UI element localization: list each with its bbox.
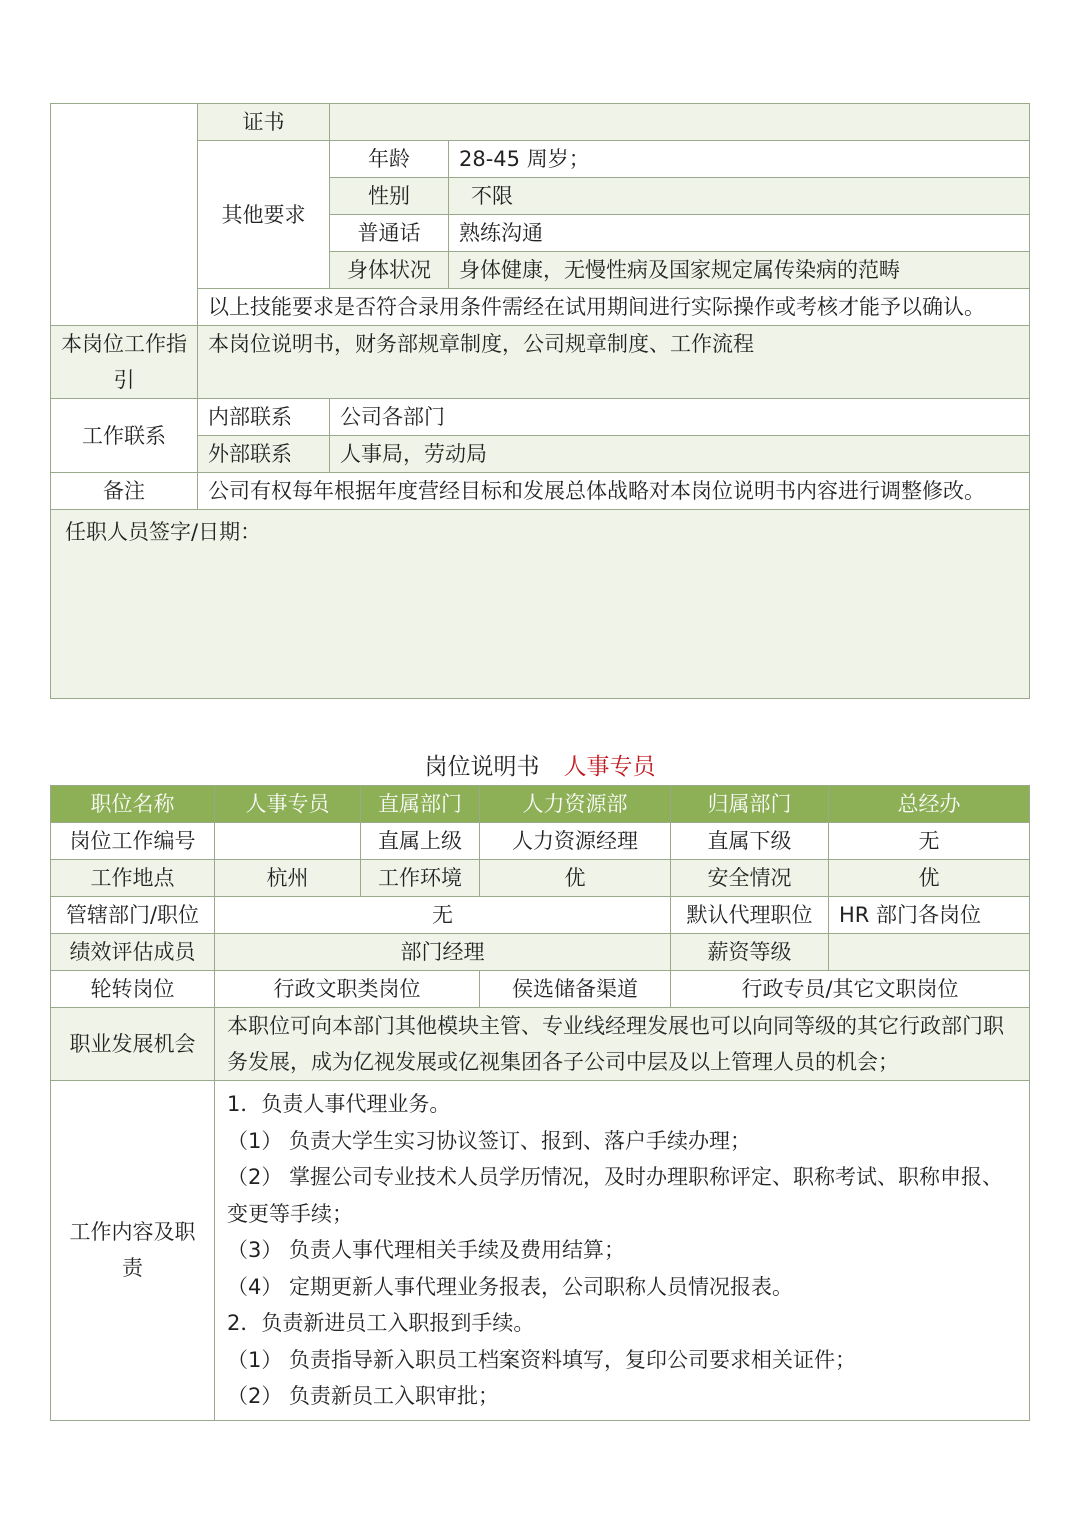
duty-item: 2．负责新进员工入职报到手续。: [227, 1311, 535, 1335]
location-value: 杭州: [215, 860, 361, 897]
rotation-value: 行政文职类岗位: [215, 971, 480, 1008]
mandarin-value: 熟练沟通: [449, 215, 1030, 252]
safety-label: 安全情况: [671, 860, 829, 897]
reserve-value: 行政专员/其它文职岗位: [671, 971, 1030, 1008]
rotation-label: 轮转岗位: [51, 971, 215, 1008]
mandarin-label: 普通话: [330, 215, 449, 252]
manage-label: 管辖部门/职位: [51, 897, 215, 934]
perf-label: 绩效评估成员: [51, 934, 215, 971]
header-position-value: 人事专员: [215, 786, 361, 823]
skill-note: 以上技能要求是否符合录用条件需经在试用期间进行实际操作或考核才能予以确认。: [198, 289, 1030, 326]
requirements-table: [50, 103, 1030, 699]
cert-label: 证书: [198, 104, 330, 141]
gender-label: 性别: [330, 178, 449, 215]
duty-item: （2） 掌握公司专业技术人员学历情况，及时办理职称评定、职称考试、职称申报、变更等手续；: [227, 1165, 1004, 1226]
health-value: 身体健康，无慢性病及国家规定属传染病的范畴: [449, 252, 1030, 289]
signature-box: 任职人员签字/日期：: [51, 510, 1030, 699]
subordinate-value: 无: [829, 823, 1030, 860]
code-label: 岗位工作编号: [51, 823, 215, 860]
age-label: 年龄: [330, 141, 449, 178]
duty-item: （2） 负责新员工入职审批；: [227, 1384, 500, 1408]
internal-label: 内部联系: [198, 399, 330, 436]
salary-label: 薪资等级: [671, 934, 829, 971]
environment-label: 工作环境: [361, 860, 480, 897]
perf-value: 部门经理: [215, 934, 671, 971]
salary-value: [829, 934, 1030, 971]
duty-item: （3） 负责人事代理相关手续及费用结算；: [227, 1238, 626, 1262]
header-position-label: 职位名称: [51, 786, 215, 823]
external-label: 外部联系: [198, 436, 330, 473]
duty-item: （4） 定期更新人事代理业务报表，公司职称人员情况报表。: [227, 1274, 794, 1299]
reserve-label: 侯选储备渠道: [480, 971, 671, 1008]
location-label: 工作地点: [51, 860, 215, 897]
job-description-table: [50, 785, 1030, 1421]
superior-value: 人力资源经理: [480, 823, 671, 860]
proxy-label: 默认代理职位: [671, 897, 829, 934]
duty-item: （1） 负责指导新入职员工档案资料填写，复印公司要求相关证件；: [227, 1347, 857, 1372]
duty-item: 1．负责人事代理业务。: [227, 1092, 451, 1116]
internal-value: 公司各部门: [330, 399, 1030, 436]
header-dept-value: 人力资源部: [480, 786, 671, 823]
duty-item: （1） 负责大学生实习协议签订、报到、落户手续办理；: [227, 1128, 752, 1153]
duty-label: 工作内容及职责: [51, 1081, 215, 1421]
guide-label: 本岗位工作指引: [51, 326, 198, 399]
manage-value: 无: [215, 897, 671, 934]
safety-value: 优: [829, 860, 1030, 897]
other-req-label: 其他要求: [198, 141, 330, 289]
header-owner-label: 归属部门: [671, 786, 829, 823]
doc-title-main: 岗位说明书: [424, 754, 540, 780]
external-value: 人事局，劳动局: [330, 436, 1030, 473]
age-value: 28-45 周岁；: [449, 141, 1030, 178]
contact-label: 工作联系: [51, 399, 198, 473]
header-dept-label: 直属部门: [361, 786, 480, 823]
environment-value: 优: [480, 860, 671, 897]
header-owner-value: 总经办: [829, 786, 1030, 823]
remark-label: 备注: [51, 473, 198, 510]
blank-left-cell: [51, 104, 198, 326]
guide-value: 本岗位说明书，财务部规章制度，公司规章制度、工作流程: [198, 326, 1030, 399]
subordinate-label: 直属下级: [671, 823, 829, 860]
career-value: 本职位可向本部门其他模块主管、专业线经理发展也可以向同等级的其它行政部门职务发展，成为亿视发展或亿视集团各子公司中层及以上管理人员的机会；: [215, 1008, 1030, 1081]
doc-title: [0, 748, 1080, 786]
gender-value: 不限: [449, 178, 1030, 215]
health-label: 身体状况: [330, 252, 449, 289]
superior-label: 直属上级: [361, 823, 480, 860]
code-value: [215, 823, 361, 860]
doc-title-position: 人事专员: [563, 754, 656, 780]
duty-list: [215, 1081, 1030, 1421]
career-label: 职业发展机会: [51, 1008, 215, 1081]
proxy-value: HR 部门各岗位: [829, 897, 1030, 934]
cert-value: [330, 104, 1030, 141]
remark-value: 公司有权每年根据年度营经目标和发展总体战略对本岗位说明书内容进行调整修改。: [198, 473, 1030, 510]
